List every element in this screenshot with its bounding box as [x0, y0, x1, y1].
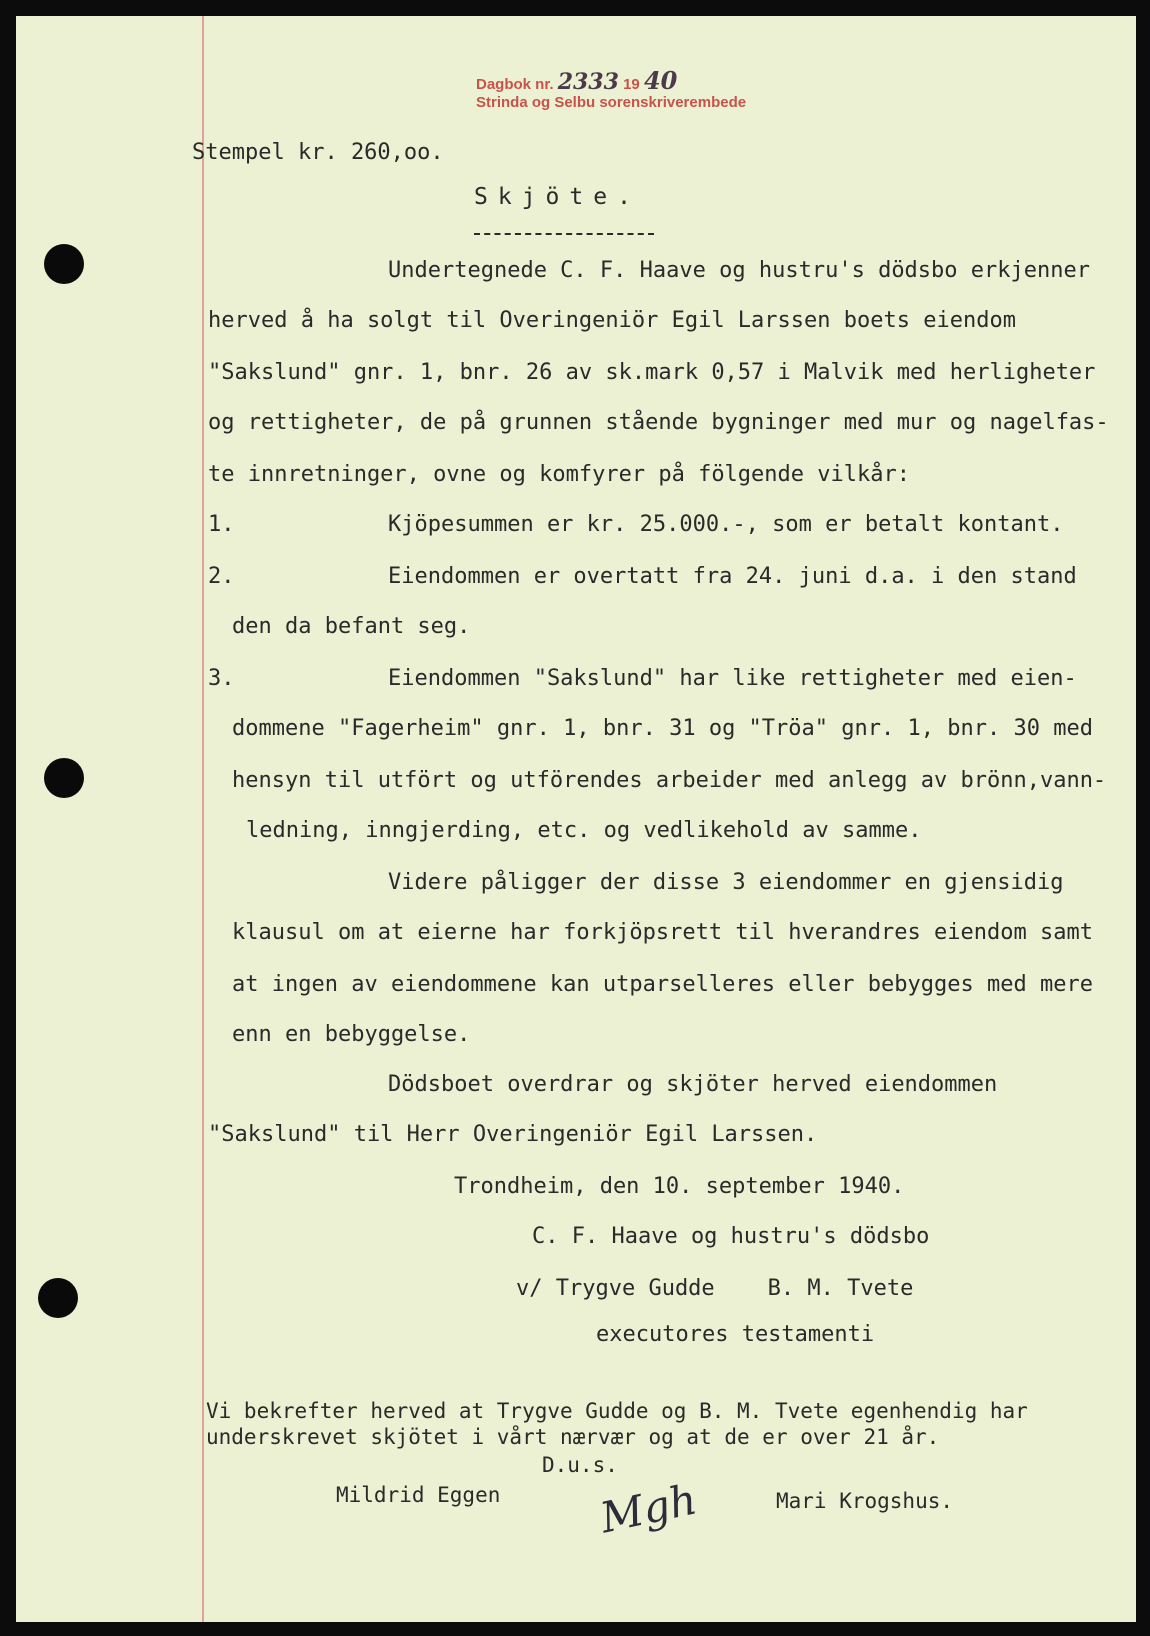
term-line: Eiendommen er overtatt fra 24. juni d.a. i den stand [388, 564, 1077, 589]
signatory-role: executores testamenti [596, 1322, 875, 1347]
document-title: Skjöte. [474, 184, 641, 210]
title-underline [474, 233, 654, 235]
term-line: ledning, inngjerding, etc. og vedlikehold av samme. [246, 818, 922, 843]
intro-line: og rettigheter, de på grunnen stående bygninger med mur og nagelfas- [208, 410, 1109, 435]
transfer-line: "Sakslund" til Herr Overingeniör Egil Larssen. [208, 1122, 818, 1147]
term-line: Eiendommen "Sakslund" har like rettigheter med eien- [388, 666, 1077, 691]
clause-line: at ingen av eiendommene kan utparselleres eller bebygges med mere [232, 972, 1093, 997]
signatory-estate: C. F. Haave og hustru's dödsbo [532, 1224, 930, 1249]
punch-hole-top [44, 244, 84, 284]
intro-line: te innretninger, ovne og komfyrer på fölgende vilkår: [208, 462, 910, 487]
term-number: 1. [208, 512, 235, 537]
term-line: Kjöpesummen er kr. 25.000.-, som er betalt kontant. [388, 512, 1064, 537]
diary-year: 40 [643, 66, 678, 95]
handwritten-initials: Mgh [595, 1474, 701, 1543]
intro-line: "Sakslund" gnr. 1, bnr. 26 av sk.mark 0,57 i Malvik med herligheter [208, 360, 1096, 385]
witness-left: Mildrid Eggen [336, 1483, 501, 1507]
clause-line: Videre påligger der disse 3 eiendommer en gjensidig [388, 870, 1064, 895]
attestation-line: underskrevet skjötet i vårt nærvær og at de er over 21 år. [206, 1425, 940, 1449]
intro-line: Undertegnede C. F. Haave og hustru's dödsbo erkjenner [388, 258, 1090, 283]
term-number: 2. [208, 564, 235, 589]
term-line: den da befant seg. [232, 614, 471, 639]
term-number: 3. [208, 666, 235, 691]
stamp-duty: Stempel kr. 260,oo. [192, 140, 444, 165]
transfer-line: Dödsboet overdrar og skjöter herved eiendommen [388, 1072, 998, 1097]
margin-rule [202, 16, 204, 1622]
diary-stamp-line1 [476, 66, 677, 95]
clause-line: enn en bebyggelse. [232, 1022, 471, 1047]
clause-line: klausul om at eierne har forkjöpsrett til hverandres eiendom samt [232, 920, 1093, 945]
witness-right: Mari Krogshus. [776, 1489, 954, 1513]
attestation-dus: D.u.s. [542, 1453, 618, 1477]
diary-label: Dagbok nr. [476, 76, 554, 93]
diary-year-prefix: 19 [623, 76, 640, 93]
intro-line: herved å ha solgt til Overingeniör Egil Larssen boets eiendom [208, 308, 1016, 333]
attestation-line: Vi bekrefter herved at Trygve Gudde og B. M. Tvete egenhendig har [206, 1399, 1028, 1423]
court-stamp-line2: Strinda og Selbu sorenskriverembede [476, 94, 747, 111]
diary-number: 2333 [557, 69, 619, 95]
punch-hole-middle [44, 758, 84, 798]
term-line: dommene "Fagerheim" gnr. 1, bnr. 31 og "Tröa" gnr. 1, bnr. 30 med [232, 716, 1093, 741]
signatory-executors: v/ Trygve Gudde B. M. Tvete [516, 1276, 914, 1301]
document-page [16, 16, 1136, 1622]
place-date: Trondheim, den 10. september 1940. [454, 1174, 905, 1199]
punch-hole-bottom [38, 1278, 78, 1318]
term-line: hensyn til utfört og utförendes arbeider med anlegg av brönn,vann- [232, 768, 1107, 793]
